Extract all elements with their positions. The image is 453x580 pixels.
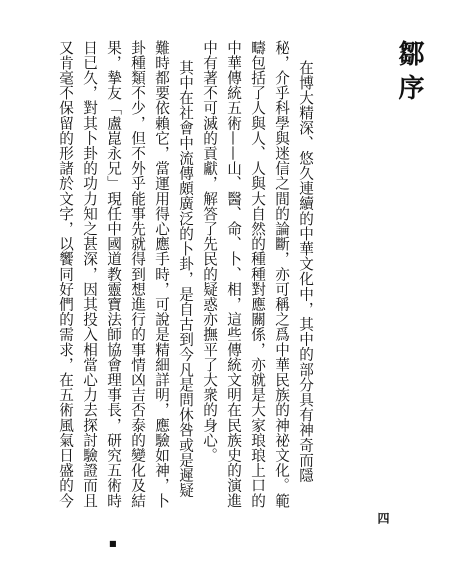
print-marker: ■ — [109, 539, 117, 548]
text-column: 中華傳統五術——山、醫、命、卜、相，這些傳統文明在民族史的演進 — [225, 40, 242, 509]
text-column: 又肯毫不保留的形諸於文字，以饗同好們的需求，在五術風氣日盛的今 — [57, 40, 74, 509]
text-column: 日已久，對其卜卦的功力知之甚深，因其投入相當心力去探討驗證而且 — [81, 40, 98, 509]
text-column: 卦種類不少，但不外乎能事先就得到想進行的事情凶吉否泰的變化及結 — [129, 40, 146, 509]
text-column: 果，摯友「盧崑永兄」現任中國道教靈寶法師協會理事長，研究五術時 — [105, 40, 122, 509]
text-column: 其中在社會中流傳頗廣泛的卜卦，是自古到今凡是問休咎或是遲疑 — [177, 60, 194, 498]
text-column: 難時都要依賴它，當運用得心應手時，可說是精細詳明，應驗如神，卜 — [153, 40, 170, 509]
text-column: 疇包括了人與人、人與大自然的種種對應關係，亦就是大家琅琅上口的 — [249, 40, 266, 509]
text-column: 秘，介乎科學與迷信之間的論斷，亦可稱之爲中華民族的神祕文化。範 — [273, 40, 290, 509]
text-column: 在博大精深、悠久連續的中華文化中，其中的部分具有神奇而隱 — [297, 60, 314, 483]
preface-title: 鄒序 — [394, 40, 424, 108]
page-number: 四 — [376, 512, 390, 524]
text-column: 中有著不可滅的貢獻，解答了先民的疑惑亦撫平了大衆的身心。 — [201, 40, 218, 463]
